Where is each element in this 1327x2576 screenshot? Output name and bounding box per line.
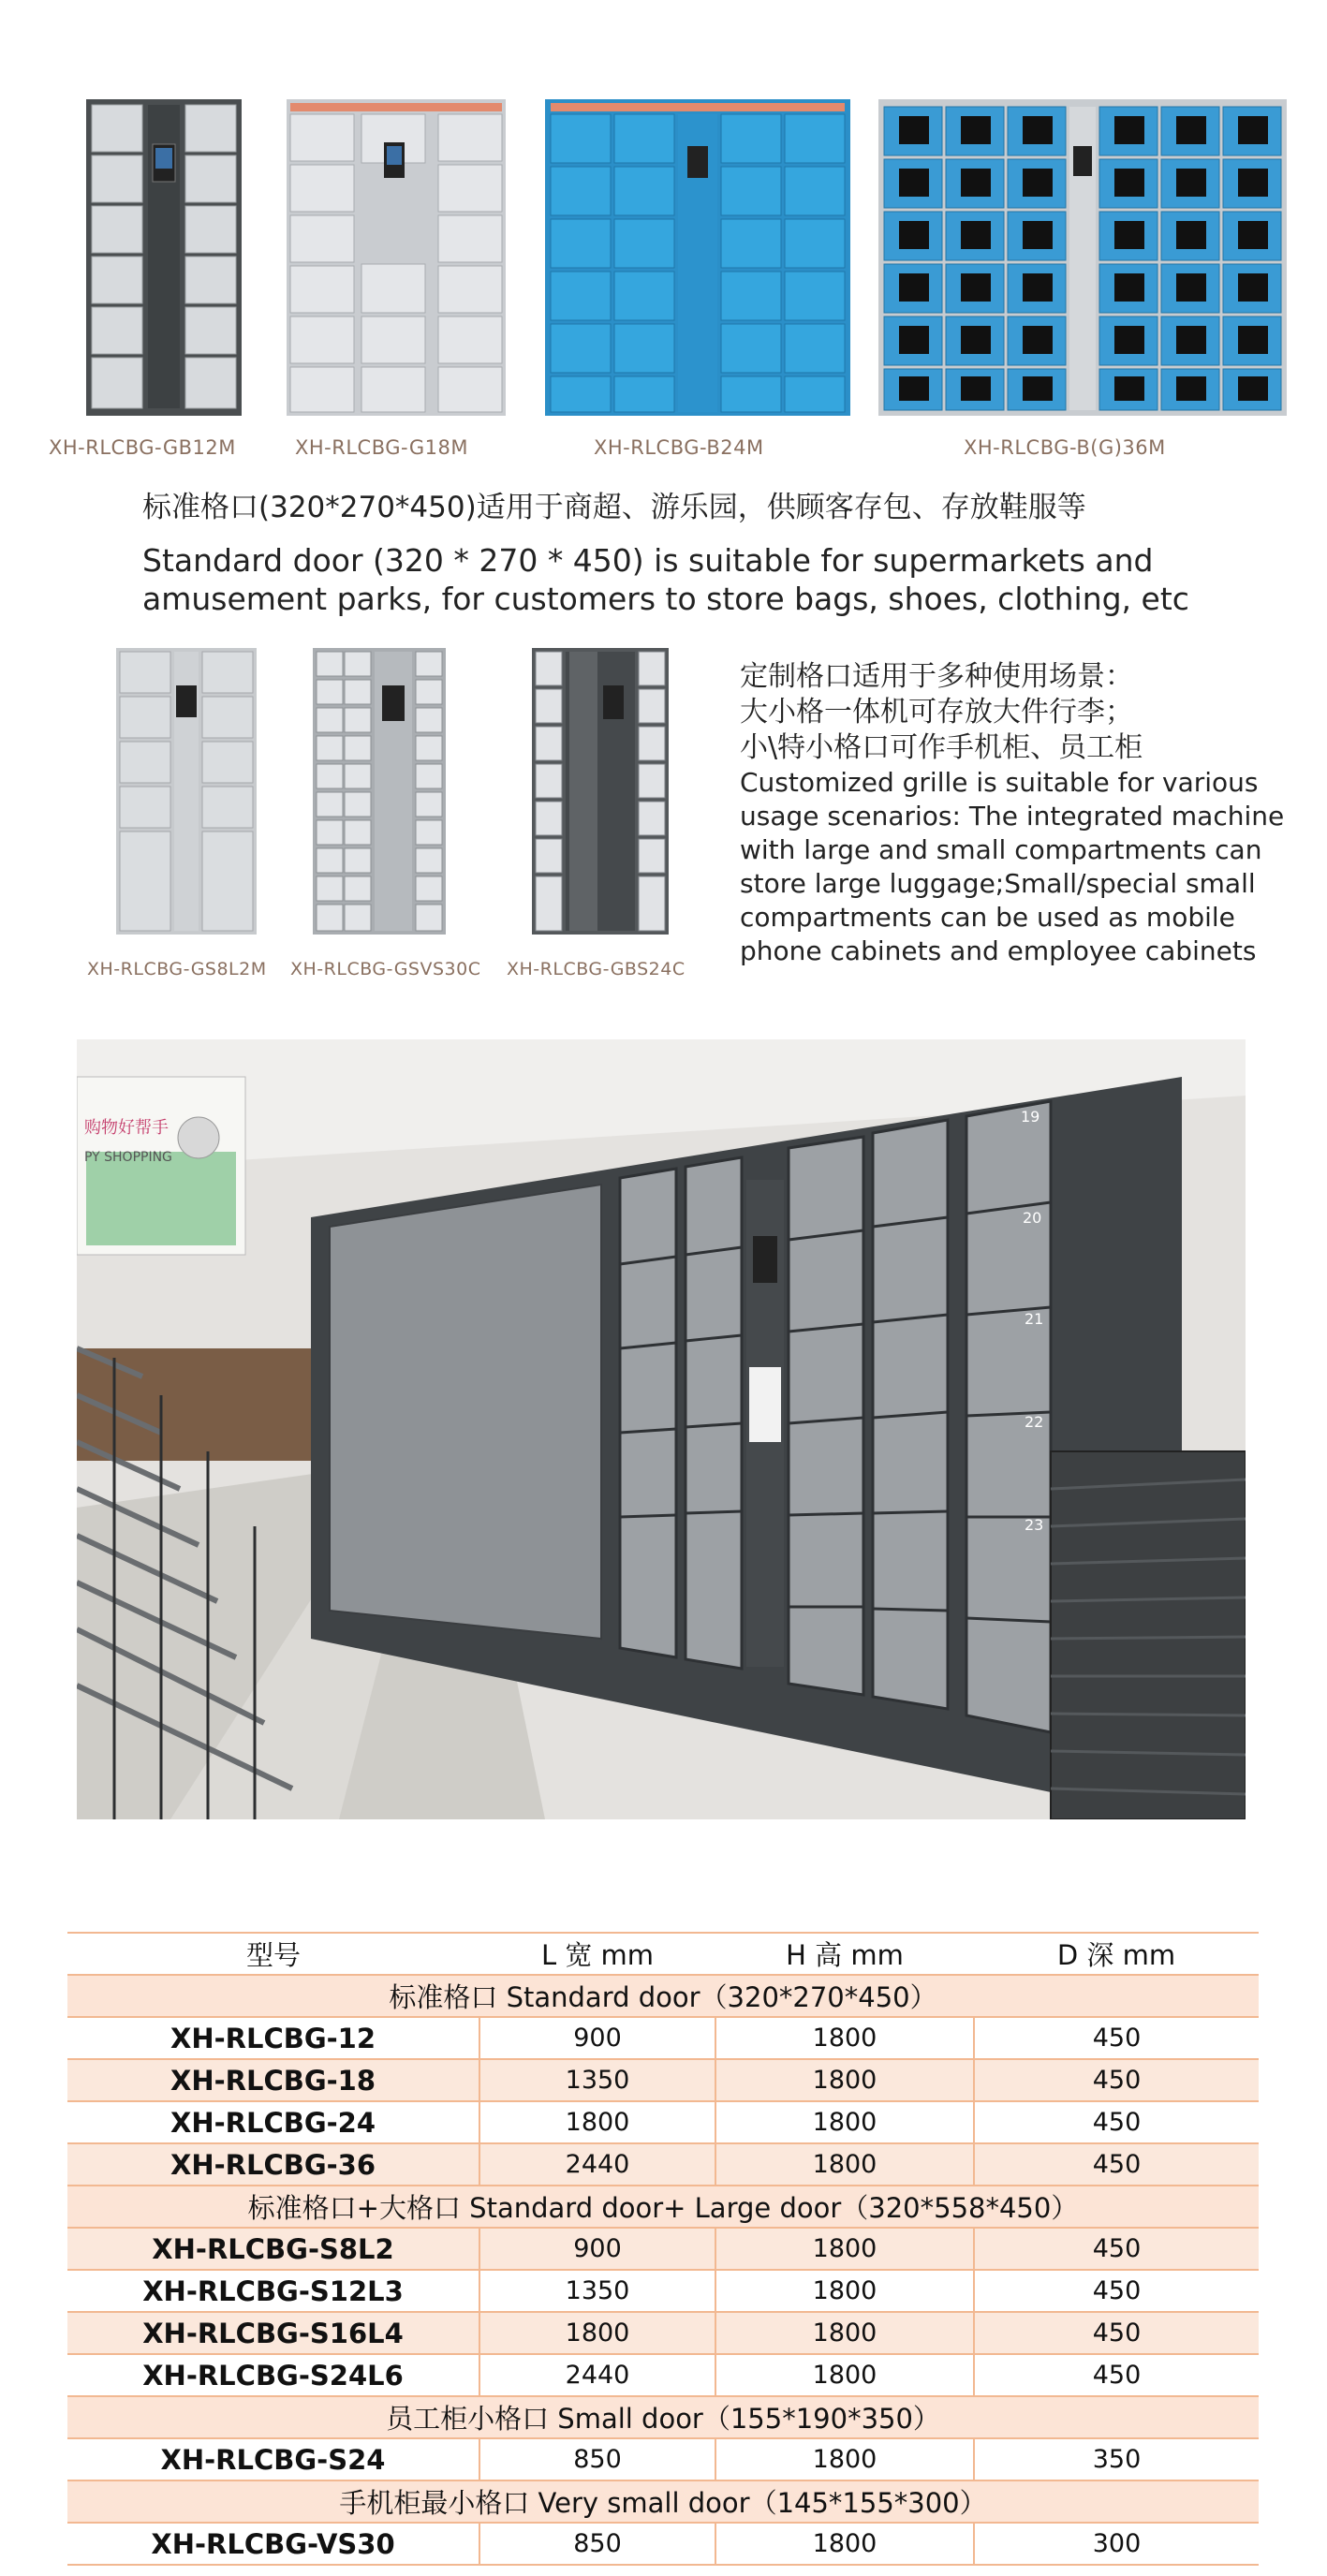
standard-desc-en-line1: Standard door (320 * 270 * 450) is suitable for supermarkets and: [142, 542, 1154, 579]
cell-depth: 450: [974, 2101, 1259, 2143]
locker-g18m-image: [287, 99, 506, 416]
photo-door-number: 19: [1021, 1108, 1040, 1126]
photo-door-number: 21: [1025, 1310, 1044, 1328]
caption-gb12m: XH-RLCBG-GB12M: [49, 436, 236, 459]
cell-width: 900: [479, 2228, 715, 2270]
cell-width: 1350: [479, 2059, 715, 2101]
cell-depth: 450: [974, 2270, 1259, 2312]
cell-height: 1800: [715, 2523, 974, 2565]
cell-model: XH-RLCBG-S8L2: [67, 2228, 479, 2270]
caption-gbs24c: XH-RLCBG-GBS24C: [507, 959, 686, 979]
caption-b24m: XH-RLCBG-B24M: [594, 436, 764, 459]
header-model: 型号: [67, 1933, 479, 1975]
photo-door-number: 20: [1023, 1209, 1042, 1227]
cell-height: 1800: [715, 2101, 974, 2143]
cell-height: 1800: [715, 2354, 974, 2396]
cell-width: 850: [479, 2438, 715, 2480]
custom-desc-line: 大小格一体机可存放大件行李；: [740, 696, 1133, 729]
locker-gbs24c-image: [532, 648, 669, 935]
cell-depth: 450: [974, 2354, 1259, 2396]
cell-model: XH-RLCBG-12: [67, 2017, 479, 2059]
cell-width: 850: [479, 2523, 715, 2565]
cell-height: 1800: [715, 2143, 974, 2186]
cell-width: 900: [479, 2017, 715, 2059]
table-row: [67, 2523, 1259, 2565]
locker-gb12m-image: [86, 99, 242, 416]
cell-height: 1800: [715, 2438, 974, 2480]
header-height: H 高 mm: [715, 1933, 974, 1975]
custom-desc-line: store large luggage;Small/special small: [740, 868, 1256, 899]
caption-g18m: XH-RLCBG-G18M: [295, 436, 468, 459]
table-row: [67, 2143, 1259, 2186]
section-title: 标准格口+大格口 Standard door+ Large door（320*558*450）: [67, 2186, 1259, 2228]
cell-model: XH-RLCBG-S24L6: [67, 2354, 479, 2396]
cell-width: 1800: [479, 2312, 715, 2354]
custom-desc: [740, 659, 1284, 968]
custom-desc-line: compartments can be used as mobile: [740, 902, 1235, 933]
cell-depth: 450: [974, 2017, 1259, 2059]
cell-width: 2440: [479, 2143, 715, 2186]
cell-model: XH-RLCBG-S12L3: [67, 2270, 479, 2312]
cell-height: 1800: [715, 2312, 974, 2354]
cell-height: 1800: [715, 2270, 974, 2312]
cell-depth: 450: [974, 2143, 1259, 2186]
cell-depth: 450: [974, 2059, 1259, 2101]
caption-bg36m: XH-RLCBG-B(G)36M: [964, 436, 1166, 459]
locker-b24m-image: [545, 99, 850, 416]
caption-gs8l2m: XH-RLCBG-GS8L2M: [87, 959, 267, 979]
spec-table: [67, 1932, 1259, 2566]
photo-door-number: 23: [1025, 1516, 1044, 1534]
table-row: [67, 2438, 1259, 2480]
header-width: L 宽 mm: [479, 1933, 715, 1975]
cell-width: 2440: [479, 2354, 715, 2396]
table-header-row: [67, 1933, 1259, 1975]
section-row: [67, 2396, 1259, 2438]
section-title: 员工柜小格口 Small door（155*190*350）: [67, 2396, 1259, 2438]
caption-gsvs30c: XH-RLCBG-GSVS30C: [290, 959, 481, 979]
photo-scene: [77, 1039, 1246, 1819]
cell-height: 1800: [715, 2059, 974, 2101]
custom-desc-line: 小\特小格口可作手机柜、员工柜: [740, 731, 1143, 764]
cell-depth: 450: [974, 2228, 1259, 2270]
photo-door-number: 22: [1025, 1413, 1044, 1431]
section-row: [67, 2480, 1259, 2523]
cell-model: XH-RLCBG-VS30: [67, 2523, 479, 2565]
standard-desc-cn: 标准格口(320*270*450)适用于商超、游乐园，供顾客存包、存放鞋服等: [142, 491, 1086, 524]
standard-desc-en: [142, 541, 1189, 618]
photo-sign-cn: 购物好帮手: [84, 1118, 169, 1138]
section-row: [67, 1975, 1259, 2017]
section-title: 标准格口 Standard door（320*270*450）: [67, 1975, 1259, 2017]
cell-depth: 300: [974, 2523, 1259, 2565]
cell-depth: 450: [974, 2312, 1259, 2354]
cell-model: XH-RLCBG-S16L4: [67, 2312, 479, 2354]
section-title: 手机柜最小格口 Very small door（145*155*300）: [67, 2480, 1259, 2523]
cell-depth: 350: [974, 2438, 1259, 2480]
standard-desc-en-line2: amusement parks, for customers to store bags, shoes, clothing, etc: [142, 581, 1189, 617]
photo-sign-text: PY SHOPPING: [84, 1150, 172, 1165]
section-row: [67, 2186, 1259, 2228]
custom-desc-line: phone cabinets and employee cabinets: [740, 935, 1257, 966]
header-depth: D 深 mm: [974, 1933, 1259, 1975]
cell-model: XH-RLCBG-24: [67, 2101, 479, 2143]
locker-gsvs30c-image: [313, 648, 446, 935]
supermarket-locker-photo: [77, 1039, 1246, 1819]
table-row: [67, 2101, 1259, 2143]
custom-desc-line: Customized grille is suitable for various: [740, 767, 1259, 798]
custom-desc-line: usage scenarios: The integrated machine: [740, 801, 1285, 832]
table-row: [67, 2270, 1259, 2312]
cell-height: 1800: [715, 2228, 974, 2270]
cell-height: 1800: [715, 2017, 974, 2059]
cell-width: 1350: [479, 2270, 715, 2312]
table-row: [67, 2228, 1259, 2270]
cell-model: XH-RLCBG-S24: [67, 2438, 479, 2480]
table-row: [67, 2312, 1259, 2354]
custom-desc-line: 定制格口适用于多种使用场景：: [740, 660, 1133, 693]
locker-bg36m-image: [878, 99, 1287, 416]
cell-width: 1800: [479, 2101, 715, 2143]
locker-gs8l2m-image: [116, 648, 257, 935]
custom-desc-line: with large and small compartments can: [740, 834, 1262, 865]
table-row: [67, 2017, 1259, 2059]
cell-model: XH-RLCBG-36: [67, 2143, 479, 2186]
table-row: [67, 2354, 1259, 2396]
table-row: [67, 2059, 1259, 2101]
cell-model: XH-RLCBG-18: [67, 2059, 479, 2101]
